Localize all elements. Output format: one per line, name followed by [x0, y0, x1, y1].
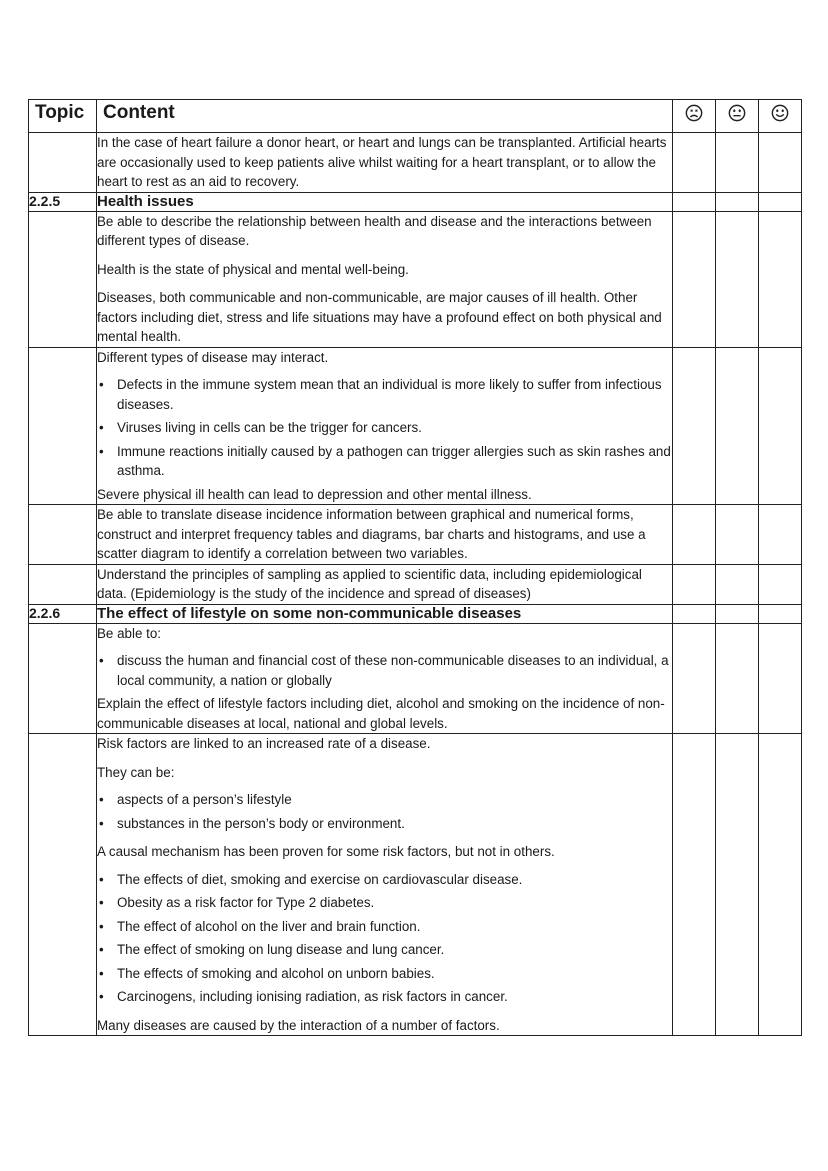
list-item: • Viruses living in cells can be the trigger for cancers.	[97, 418, 672, 438]
content-text: Different types of disease may interact.	[97, 349, 329, 365]
sad-checkbox[interactable]	[673, 347, 716, 505]
specification-table	[28, 99, 802, 1036]
happy-face-icon	[771, 104, 789, 122]
neutral-checkbox[interactable]	[716, 734, 759, 1036]
list-item: • Immune reactions initially caused by a pathogen can trigger allergies such as skin rashes and asthma.	[97, 442, 672, 481]
list-item: • The effect of alcohol on the liver and brain function.	[97, 917, 672, 937]
section-heading-row	[29, 604, 802, 623]
happy-checkbox[interactable]	[759, 734, 802, 1036]
table-row	[29, 211, 802, 347]
content-text: Understand the principles of sampling as applied to scientific data, including epidemiological data. (Epidemiology is the study of the incidence and spread of diseases)	[97, 566, 642, 601]
sad-checkbox[interactable]	[673, 211, 716, 347]
table-row	[29, 623, 802, 734]
content-text: Be able to translate disease incidence information between graphical and numerical forms, construct and interpret frequency tables and diagrams, bar charts and histograms, and use a scatter diagram to identify a correlation between two variables.	[97, 507, 646, 561]
sad-checkbox[interactable]	[673, 505, 716, 565]
section-heading-row	[29, 192, 802, 211]
table-row	[29, 347, 802, 505]
happy-checkbox[interactable]	[759, 211, 802, 347]
content-text: Severe physical ill health can lead to depression and other mental illness.	[97, 486, 532, 502]
content-text: Risk factors are linked to an increased rate of a disease.	[97, 736, 431, 751]
happy-checkbox[interactable]	[759, 505, 802, 565]
list-item: • substances in the person’s body or environment.	[97, 814, 672, 834]
happy-checkbox[interactable]	[759, 564, 802, 604]
topic-code: 2.2.6	[29, 604, 97, 623]
content-text: Health is the state of physical and mental well-being.	[97, 261, 409, 277]
list-item: • discuss the human and financial cost of these non-communicable diseases to an individual, a local community, a nation or globally	[97, 651, 672, 690]
sad-checkbox[interactable]	[673, 133, 716, 193]
section-title: The effect of lifestyle on some non-communicable diseases	[97, 604, 673, 623]
content-text: Diseases, both communicable and non-communicable, are major causes of ill health. Other factors including diet, stress and life situations may have a profound effect on both physical and mental health.	[97, 290, 662, 344]
list-item: • The effects of diet, smoking and exercise on cardiovascular disease.	[97, 870, 672, 890]
happy-checkbox[interactable]	[759, 347, 802, 505]
bullet-list	[97, 375, 672, 481]
content-text: Explain the effect of lifestyle factors including diet, alcohol and smoking on the incidence of non-communicable diseases at local, national and global levels.	[97, 696, 665, 731]
neutral-checkbox[interactable]	[716, 623, 759, 734]
neutral-checkbox[interactable]	[716, 347, 759, 505]
section-title: Health issues	[97, 192, 673, 211]
neutral-checkbox[interactable]	[716, 564, 759, 604]
neutral-checkbox[interactable]	[716, 133, 759, 193]
sad-checkbox[interactable]	[673, 734, 716, 1036]
list-item: • The effects of smoking and alcohol on unborn babies.	[97, 964, 672, 984]
table-row	[29, 505, 802, 565]
sad-face-icon	[685, 104, 703, 122]
happy-checkbox[interactable]	[759, 133, 802, 193]
content-header: Content	[97, 100, 673, 133]
bullet-list	[97, 870, 672, 1007]
table-row	[29, 564, 802, 604]
content-text: Be able to describe the relationship between health and disease and the interactions between different types of disease.	[97, 213, 652, 248]
list-item: • The effect of smoking on lung disease and lung cancer.	[97, 940, 672, 960]
happy-checkbox[interactable]	[759, 623, 802, 734]
content-text: A causal mechanism has been proven for some risk factors, but not in others.	[97, 844, 555, 859]
content-text: They can be:	[97, 764, 175, 780]
header-row	[29, 100, 802, 133]
list-item: • Defects in the immune system mean that an individual is more likely to suffer from infectious diseases.	[97, 375, 672, 414]
list-item: • Carcinogens, including ionising radiation, as risk factors in cancer.	[97, 987, 672, 1007]
neutral-face-header	[716, 100, 759, 133]
sad-checkbox[interactable]	[673, 564, 716, 604]
content-text: Be able to:	[97, 625, 162, 641]
content-text: Many diseases are caused by the interaction of a number of factors.	[97, 1017, 500, 1033]
content-text: In the case of heart failure a donor heart, or heart and lungs can be transplanted. Artificial hearts are occasionally used to keep patients alive whilst waiting for a heart transplant, or to allow the heart to rest as an aid to recovery.	[97, 135, 667, 189]
neutral-checkbox[interactable]	[716, 505, 759, 565]
topic-code: 2.2.5	[29, 192, 97, 211]
bullet-list	[97, 790, 672, 833]
neutral-face-icon	[728, 104, 746, 122]
table-row	[29, 133, 802, 193]
happy-face-header	[759, 100, 802, 133]
sad-checkbox[interactable]	[673, 623, 716, 734]
list-item: • aspects of a person’s lifestyle	[97, 790, 672, 810]
topic-header: Topic	[29, 100, 97, 133]
sad-face-header	[673, 100, 716, 133]
list-item: • Obesity as a risk factor for Type 2 diabetes.	[97, 893, 672, 913]
bullet-list	[97, 651, 672, 690]
table-row	[29, 734, 802, 1036]
neutral-checkbox[interactable]	[716, 211, 759, 347]
